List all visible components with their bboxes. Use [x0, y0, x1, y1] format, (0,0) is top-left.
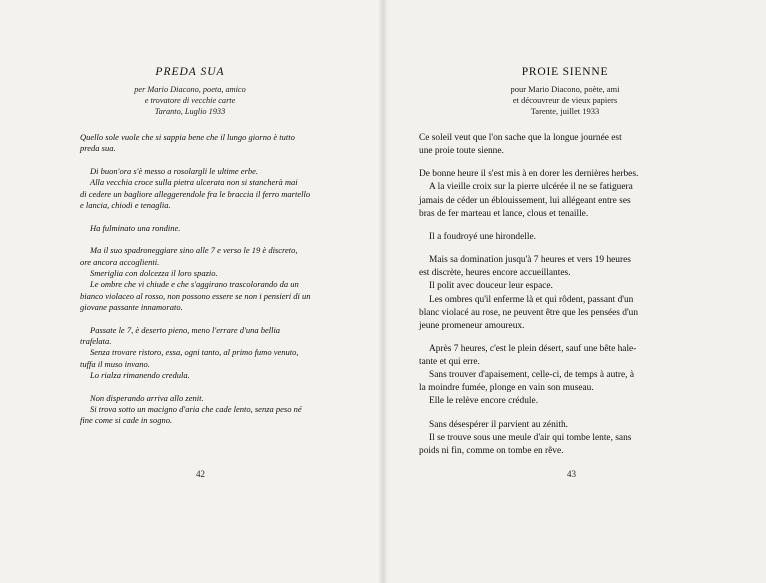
dedication-line: e trovatore di vecchie carte — [144, 96, 236, 106]
poem-line: jeune promeneur amoureux. — [419, 320, 525, 331]
poem-line: blanc violacé au rose, ne peuvent être que les pensées d'un — [419, 307, 639, 318]
poem-line: Lo rialza rimanendo credula. — [90, 370, 190, 381]
poem-line: est discrète, heures encore accueillantes. — [419, 268, 571, 279]
left-page-number: 42 — [196, 469, 205, 479]
dedication-line: Tarente, juillet 1933 — [530, 106, 600, 117]
poem-line: Sans trouver d'apaisement, celle-ci, de temps à autre, à — [429, 370, 634, 381]
dedication-line: Taranto, Luglio 1933 — [154, 107, 226, 117]
poem-line: Elle le relève encore crédule. — [429, 396, 539, 407]
poem-line: Passate le 7, è deserto pieno, meno l'errare d'una bellia — [90, 324, 281, 335]
poem-line: Ma il suo spadroneggiare sino alle 7 e verso le 19 è discreto, — [90, 245, 298, 256]
dedication-line: pour Mario Diacono, poète, ami — [510, 84, 620, 94]
poem-line: Ce soleil veut que l'on sache que la longue journée est — [419, 133, 622, 143]
left-page-title: PREDA SUA — [155, 66, 225, 78]
poem-line: poids ni fin, comme on tombe en rêve. — [419, 445, 564, 456]
poem-line: tuffa il muso invano. — [80, 358, 150, 369]
poem-line: une proie toute sienne. — [419, 146, 504, 157]
poem-line: Si trova sotto un macigno d'aria che cade lento, senza peso né — [90, 404, 302, 415]
poem-line: e lancia, chiodi e tenaglia. — [80, 200, 171, 211]
poem-line: la moindre fumée, plonge en vain son museau. — [419, 383, 594, 394]
poem-line: Alla vecchia croce sulla pietra ulcerata non si stancherà mai — [90, 177, 298, 188]
poem-line: Sans désespérer il parvient au zénith. — [429, 419, 569, 430]
poem-line: A la vieille croix sur la pierre ulcérée il ne se fatiguera — [429, 182, 633, 193]
poem-line: di cedere un bagliore alleggerendole fra le braccia il ferro martello — [80, 188, 311, 199]
dedication-line: et découvreur de vieux papiers — [512, 95, 618, 106]
right-page-poem — [419, 132, 684, 458]
poem-line: Senza trovare ristoro, essa, ogni tanto, al primo fumo venuto, — [90, 347, 299, 358]
poem-line: Il polit avec douceur leur espace. — [429, 281, 553, 292]
poem-line: preda sua. — [80, 143, 116, 154]
left-page-poem — [80, 132, 322, 427]
poem-line: Ha fulminato una rondine. — [90, 222, 181, 233]
book-gutter — [378, 0, 388, 583]
poem-line: Smeriglia con dolcezza il loro spazio. — [90, 267, 218, 278]
right-page-title: PROIE SIENNE — [521, 66, 609, 78]
poem-line: ore ancora accoglienti. — [80, 256, 160, 267]
poem-line: Mais sa domination jusqu'à 7 heures et vers 19 heures — [429, 255, 631, 266]
poem-line: jamais de céder un éblouissement, lui allégeant entre ses — [419, 195, 631, 206]
right-page-dedication — [455, 84, 675, 118]
poem-line: bras de fer marteau et lance, clous et tenaille. — [419, 208, 589, 219]
poem-line: Il se trouve sous une meule d'air qui tombe lente, sans — [429, 432, 632, 443]
poem-line: De bonne heure il s'est mis à en dorer les dernières herbes. — [419, 169, 639, 180]
right-page-number: 43 — [567, 469, 576, 479]
poem-line: Après 7 heures, c'est le plein désert, sauf une bête hale- — [429, 343, 637, 354]
poem-line: giovane passante innamorato. — [80, 302, 183, 313]
poem-line: fine come si cade in sogno. — [80, 415, 173, 426]
poem-line: Non disperando arriva allo zenit. — [90, 392, 204, 403]
poem-line: Il a foudroyé une hirondelle. — [429, 231, 536, 242]
poem-line: Le ombre che vi chiude e che s'aggirano trascolorando da un — [90, 279, 299, 290]
poem-line: trafelata. — [80, 336, 112, 346]
poem-line: bianco violaceo al rosso, non possono essere se non i pensieri di un — [80, 290, 311, 301]
poem-line: Les ombres qu'il enferme là et qui rôdent, passant d'un — [429, 294, 634, 305]
left-page-dedication — [80, 84, 300, 118]
poem-line: tante et qui erre. — [419, 357, 480, 368]
poem-line: Di buon'ora s'è messo a rosolargli le ultime erbe. — [90, 165, 259, 176]
dedication-line: per Mario Diacono, poeta, amico — [134, 85, 246, 94]
poem-line: Quello sole vuole che si sappia bene che il lungo giorno è tutto — [80, 132, 295, 142]
